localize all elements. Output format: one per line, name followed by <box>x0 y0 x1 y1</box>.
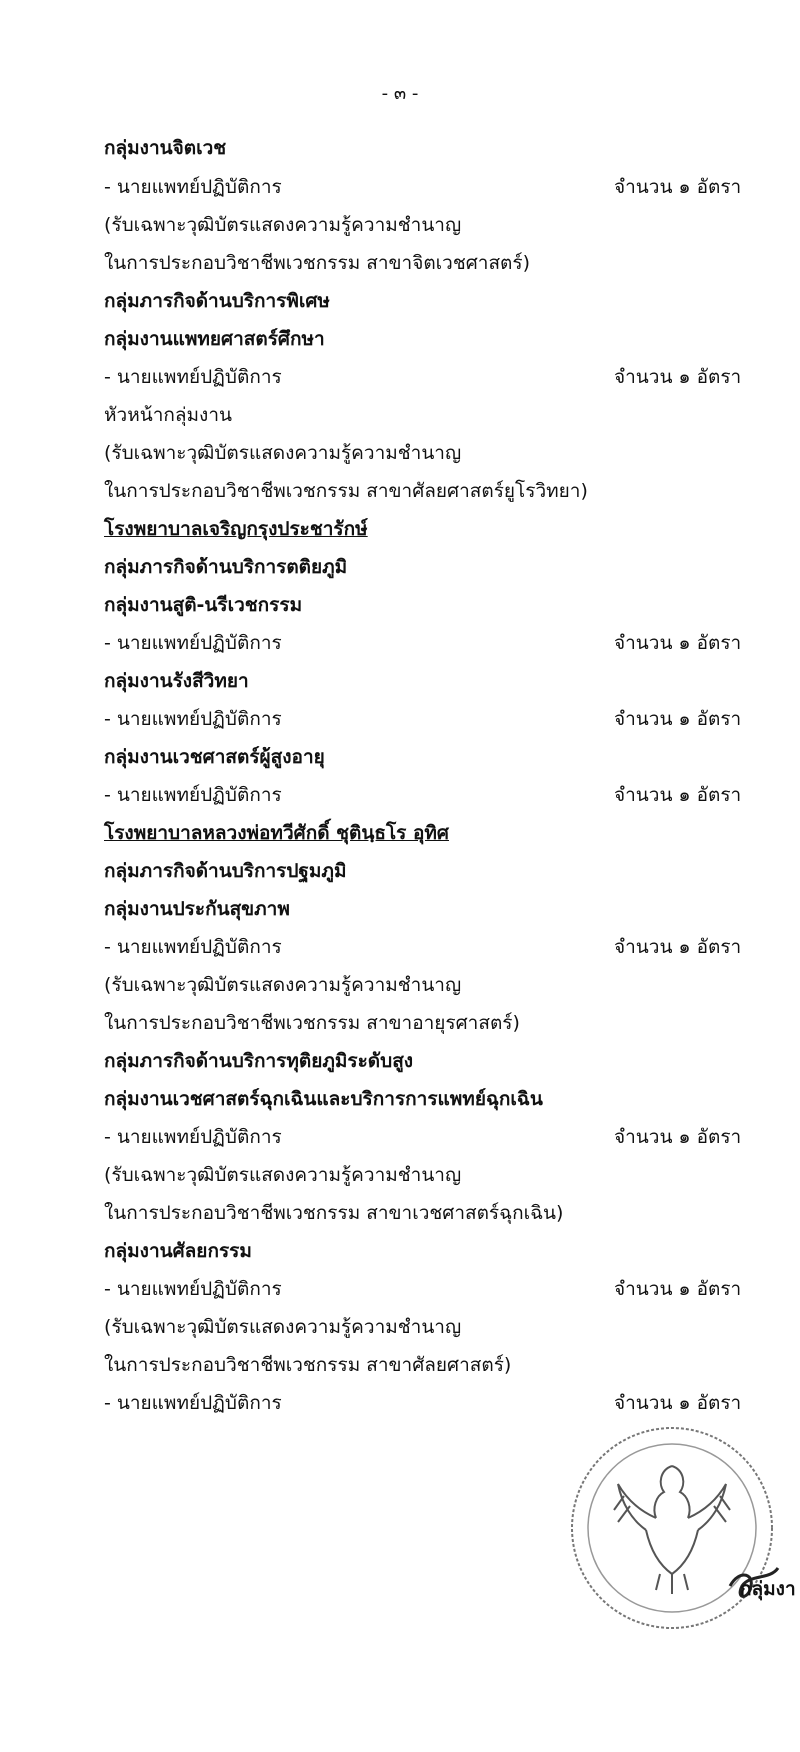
position-count: จำนวน ๑ อัตรา <box>614 1126 742 1148</box>
section-heading: กลุ่มงานรังสีวิทยา <box>104 670 249 692</box>
document-line: ในการประกอบวิชาชีพเวชกรรม สาขาจิตเวชศาสตร์) <box>104 252 531 274</box>
section-heading: กลุ่มภารกิจด้านบริการทุติยภูมิระดับสูง <box>104 1050 414 1072</box>
section-heading: กลุ่มงานสูติ-นรีเวชกรรม <box>104 594 303 616</box>
document-line: (รับเฉพาะวุฒิบัตรแสดงความรู้ความชำนาญ <box>104 214 462 236</box>
position-count: จำนวน ๑ อัตรา <box>614 366 742 388</box>
page-number: - ๓ - <box>381 83 419 104</box>
document-line: (รับเฉพาะวุฒิบัตรแสดงความรู้ความชำนาญ <box>104 442 462 464</box>
section-heading: โรงพยาบาลเจริญกรุงประชารักษ์ <box>104 518 368 540</box>
position-count: จำนวน ๑ อัตรา <box>614 1392 742 1414</box>
section-heading: กลุ่มงานเวชศาสตร์ผู้สูงอายุ <box>104 746 325 768</box>
section-heading: กลุ่มภารกิจด้านบริการพิเศษ <box>104 290 330 312</box>
position-count: จำนวน ๑ อัตรา <box>614 1278 742 1300</box>
document-line: หัวหน้ากลุ่มงาน <box>104 404 232 426</box>
section-heading: กลุ่มงานแพทยศาสตร์ศึกษา <box>104 328 325 350</box>
position-count: จำนวน ๑ อัตรา <box>614 784 742 806</box>
section-heading: โรงพยาบาลหลวงพ่อทวีศักดิ์ ชุตินฺธโร อุทิศ <box>104 822 449 844</box>
document-line: - นายแพทย์ปฏิบัติการ <box>104 366 282 388</box>
document-line: - นายแพทย์ปฏิบัติการ <box>104 632 282 654</box>
document-line: ในการประกอบวิชาชีพเวชกรรม สาขาศัลยศาสตร์) <box>104 1354 512 1376</box>
document-line: - นายแพทย์ปฏิบัติการ <box>104 176 282 198</box>
section-heading: กลุ่มงานเวชศาสตร์ฉุกเฉินและบริการการแพทย์ฉุกเฉิน <box>104 1088 543 1110</box>
document-line: - นายแพทย์ปฏิบัติการ <box>104 784 282 806</box>
seal-caption: กลุ่มงา <box>740 1578 796 1600</box>
section-heading: กลุ่มภารกิจด้านบริการปฐมภูมิ <box>104 860 347 882</box>
document-line: ในการประกอบวิชาชีพเวชกรรม สาขาอายุรศาสตร์) <box>104 1012 520 1034</box>
position-count: จำนวน ๑ อัตรา <box>614 176 742 198</box>
document-line: ในการประกอบวิชาชีพเวชกรรม สาขาเวชศาสตร์ฉุกเฉิน) <box>104 1202 564 1224</box>
document-line: (รับเฉพาะวุฒิบัตรแสดงความรู้ความชำนาญ <box>104 1164 462 1186</box>
position-count: จำนวน ๑ อัตรา <box>614 708 742 730</box>
section-heading: กลุ่มภารกิจด้านบริการตติยภูมิ <box>104 556 348 578</box>
document-line: - นายแพทย์ปฏิบัติการ <box>104 1278 282 1300</box>
document-line: (รับเฉพาะวุฒิบัตรแสดงความรู้ความชำนาญ <box>104 974 462 996</box>
document-line: ในการประกอบวิชาชีพเวชกรรม สาขาศัลยศาสตร์ยูโรวิทยา) <box>104 480 588 502</box>
section-heading: กลุ่มงานประกันสุขภาพ <box>104 898 290 920</box>
position-count: จำนวน ๑ อัตรา <box>614 632 742 654</box>
document-line: - นายแพทย์ปฏิบัติการ <box>104 1126 282 1148</box>
document-line: - นายแพทย์ปฏิบัติการ <box>104 936 282 958</box>
position-count: จำนวน ๑ อัตรา <box>614 936 742 958</box>
section-heading: กลุ่มงานจิตเวช <box>104 137 227 159</box>
document-line: - นายแพทย์ปฏิบัติการ <box>104 1392 282 1414</box>
document-line: (รับเฉพาะวุฒิบัตรแสดงความรู้ความชำนาญ <box>104 1316 462 1338</box>
document-line: - นายแพทย์ปฏิบัติการ <box>104 708 282 730</box>
section-heading: กลุ่มงานศัลยกรรม <box>104 1240 252 1262</box>
